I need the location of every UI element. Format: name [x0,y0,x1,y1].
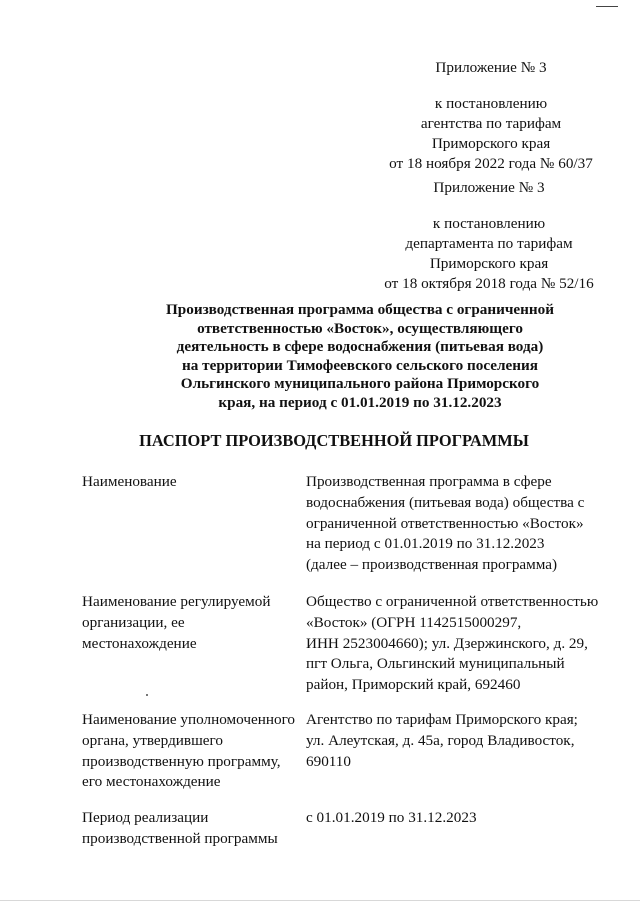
row-value [306,592,626,696]
passport-heading: ПАСПОРТ ПРОИЗВОДСТВЕННОЙ ПРОГРАММЫ [139,431,529,450]
row-label-line: организации, ее [82,613,185,631]
appendix-line: агентства по тарифам [420,115,562,132]
appendix-line: к постановлению [434,95,548,112]
row-label-line: его местонахождение [82,773,221,791]
row-label [82,592,300,654]
row-value-line: Производственная программа в сфере [306,473,552,490]
row-label-line: Период реализации [82,809,209,826]
scan-speck [146,694,148,696]
program-title-line: края, на период с 01.01.2019 по 31.12.2023 [218,393,502,411]
row-label-line: производственную программу, [82,752,281,770]
row-value-line: «Восток» (ОГРН 1142515000297, [306,613,522,631]
row-label-line: местонахождение [82,634,197,652]
row-value-line: ограниченной ответственностью «Восток» [306,514,584,532]
row-label [82,472,300,493]
row-label-line: Наименование уполномоченного [82,711,296,728]
row-value [306,808,626,829]
row-value-line: ИНН 2523004660); ул. Дзержинского, д. 29, [306,634,588,652]
appendix-line: Приморского края [431,135,551,152]
row-value-line: на период с 01.01.2019 по 31.12.2023 [306,535,545,553]
row-label-line: Наименование [82,473,177,490]
program-title-line: ответственностью «Восток», осуществляющего [197,319,523,337]
program-title-line: на территории Тимофеевского сельского поселения [181,356,538,374]
row-label-line: Наименование регулируемой [82,593,271,610]
program-title-line: Ольгинского муниципального района Приморского [180,375,540,393]
row-value-line: ул. Алеутская, д. 45а, город Владивосток, [306,731,575,749]
appendix-header-original [374,178,604,294]
row-value-line: Агентство по тарифам Приморского края; [306,711,578,728]
program-title-line: Производственная программа общества с ограниченной [165,301,555,318]
scan-mark [596,6,618,7]
appendix-line: к постановлению [432,215,546,232]
program-title [150,301,570,413]
row-label-line: органа, утвердившего [82,731,223,749]
row-value-line: район, Приморский край, 692460 [306,676,521,694]
row-value-line: с 01.01.2019 по 31.12.2023 [306,809,477,826]
row-label [82,710,300,793]
appendix-line: департамента по тарифам [405,235,573,252]
row-value-line: водоснабжения (питьевая вода) общества с [306,493,585,511]
appendix-line: Приморского края [429,255,549,272]
row-value-line: Общество с ограниченной ответственностью [306,593,599,610]
row-value [306,472,626,576]
appendix-title: Приложение № 3 [433,179,545,196]
page-edge-line [0,900,640,901]
row-value-line: (далее – производственная программа) [306,556,558,574]
appendix-header-current [376,58,606,174]
row-value-line: 690110 [306,752,351,770]
row-label-line: производственной программы [82,829,278,847]
appendix-line: от 18 ноября 2022 года № 60/37 [389,155,593,172]
row-value-line: пгт Ольга, Ольгинский муниципальный [306,655,565,673]
appendix-title: Приложение № 3 [435,59,547,76]
row-value [306,710,626,772]
program-title-line: деятельность в сфере водоснабжения (питьевая вода) [176,338,544,356]
appendix-line: от 18 октября 2018 года № 52/16 [384,275,594,292]
row-label [82,808,300,850]
